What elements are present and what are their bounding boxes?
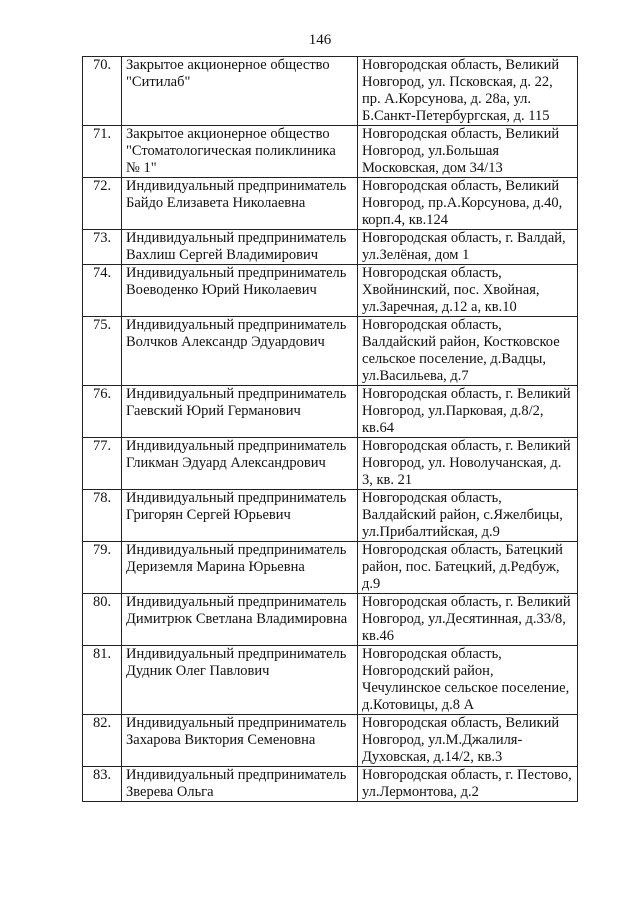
row-number-cell: 73. [83,230,122,265]
table-row [83,594,578,646]
organization-name-cell: Закрытое акционерное общество "Ситилаб" [122,57,358,126]
organization-name-cell: Закрытое акционерное общество "Стоматологическая поликлиника № 1" [122,126,358,178]
table-row [83,265,578,317]
table-row [83,57,578,126]
address-cell: Новгородская область, Великий Новгород, ул. Псковская, д. 22, пр. А.Корсунова, д. 28а, ул. Б.Санкт-Петербургская, д. 115 [358,57,578,126]
address-cell: Новгородская область, г. Великий Новгород, ул. Новолучанская, д. 3, кв. 21 [358,438,578,490]
row-number-cell: 79. [83,542,122,594]
organization-name-cell: Индивидуальный предприниматель Димитрюк Светлана Владимировна [122,594,358,646]
row-number-cell: 83. [83,767,122,802]
organization-name-cell: Индивидуальный предприниматель Зверева Ольга [122,767,358,802]
address-cell: Новгородская область, г. Великий Новгород, ул.Парковая, д.8/2, кв.64 [358,386,578,438]
table-row [83,542,578,594]
address-cell: Новгородская область, г. Валдай, ул.Зелёная, дом 1 [358,230,578,265]
row-number-cell: 72. [83,178,122,230]
address-cell: Новгородская область, Валдайский район, с.Яжелбицы, ул.Прибалтийская, д.9 [358,490,578,542]
address-cell: Новгородская область, Валдайский район, Костковское сельское поселение, д.Вадцы, ул.Васильева, д.7 [358,317,578,386]
table-row [83,386,578,438]
organization-name-cell: Индивидуальный предприниматель Гаевский Юрий Германович [122,386,358,438]
row-number-cell: 76. [83,386,122,438]
organization-name-cell: Индивидуальный предприниматель Дериземля Марина Юрьевна [122,542,358,594]
address-cell: Новгородская область, Новгородский район, Чечулинское сельское поселение, д.Котовицы, д.8 А [358,646,578,715]
organization-name-cell: Индивидуальный предприниматель Байдо Елизавета Николаевна [122,178,358,230]
table-row [83,317,578,386]
table-row [83,715,578,767]
address-cell: Новгородская область, Хвойнинский, пос. Хвойная, ул.Заречная, д.12 а, кв.10 [358,265,578,317]
table-row [83,126,578,178]
address-cell: Новгородская область, Великий Новгород, ул.Большая Московская, дом 34/13 [358,126,578,178]
row-number-cell: 75. [83,317,122,386]
organization-name-cell: Индивидуальный предприниматель Григорян Сергей Юрьевич [122,490,358,542]
table-row [83,438,578,490]
table-row [83,230,578,265]
table-row [83,178,578,230]
address-cell: Новгородская область, г. Великий Новгород, ул.Десятинная, д.33/8, кв.46 [358,594,578,646]
row-number-cell: 74. [83,265,122,317]
row-number-cell: 82. [83,715,122,767]
page-number: 146 [308,32,332,48]
registry-table-body [83,57,578,802]
row-number-cell: 78. [83,490,122,542]
table-row [83,767,578,802]
organization-name-cell: Индивидуальный предприниматель Захарова Виктория Семеновна [122,715,358,767]
row-number-cell: 77. [83,438,122,490]
row-number-cell: 81. [83,646,122,715]
organization-name-cell: Индивидуальный предприниматель Гликман Эдуард Александрович [122,438,358,490]
address-cell: Новгородская область, Батецкий район, пос. Батецкий, д.Редбуж, д.9 [358,542,578,594]
organization-name-cell: Индивидуальный предприниматель Воеводенко Юрий Николаевич [122,265,358,317]
organization-name-cell: Индивидуальный предприниматель Вахлиш Сергей Владимирович [122,230,358,265]
organization-name-cell: Индивидуальный предприниматель Дудник Олег Павлович [122,646,358,715]
table-row [83,646,578,715]
registry-table [82,56,578,802]
organization-name-cell: Индивидуальный предприниматель Волчков Александр Эдуардович [122,317,358,386]
row-number-cell: 70. [83,57,122,126]
row-number-cell: 71. [83,126,122,178]
address-cell: Новгородская область, Великий Новгород, пр.А.Корсунова, д.40, корп.4, кв.124 [358,178,578,230]
address-cell: Новгородская область, г. Пестово, ул.Лермонтова, д.2 [358,767,578,802]
address-cell: Новгородская область, Великий Новгород, ул.М.Джалиля-Духовская, д.14/2, кв.3 [358,715,578,767]
row-number-cell: 80. [83,594,122,646]
table-row [83,490,578,542]
